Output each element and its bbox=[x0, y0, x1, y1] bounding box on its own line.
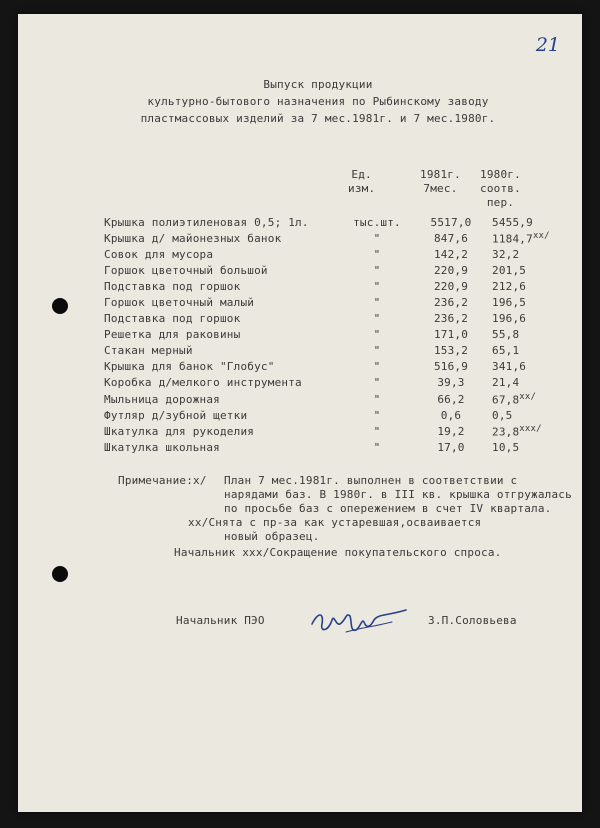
signatory-name: З.П.Соловьева bbox=[428, 614, 517, 627]
value-1980: 196,6 bbox=[492, 312, 527, 326]
value-1981: 0,6 bbox=[440, 408, 462, 422]
unit-cell: " bbox=[373, 408, 381, 422]
product-name: Подставка под горшок bbox=[104, 279, 241, 293]
footnote-mark: хх/ bbox=[532, 230, 550, 241]
footnote-mark: хх/ bbox=[519, 391, 537, 402]
document-title bbox=[118, 76, 518, 127]
column-header-unit: Ед. изм. bbox=[348, 168, 376, 195]
product-name: Шкатулка школьная bbox=[104, 440, 220, 454]
value-1981: 5517,0 bbox=[430, 215, 472, 229]
table-row bbox=[104, 423, 552, 439]
table-row bbox=[104, 311, 552, 327]
note-line: по просьбе баз с опережением в счет IV квартала. bbox=[224, 502, 552, 515]
value-1981: 142,2 bbox=[433, 247, 469, 261]
value-1981: 171,0 bbox=[433, 328, 469, 342]
value-1980: 201,5 bbox=[492, 263, 527, 277]
punch-hole bbox=[52, 566, 68, 582]
value-1980: $67,8^{хх/}$ bbox=[492, 391, 537, 407]
product-name: Шкатулка для рукоделия bbox=[104, 424, 255, 438]
product-name: Крышка полиэтиленовая 0,5; 1л. bbox=[104, 215, 309, 229]
value-1980: 5455,9 bbox=[492, 215, 533, 229]
page-number: 21 bbox=[535, 34, 560, 56]
unit-cell: " bbox=[373, 376, 381, 390]
table-row bbox=[104, 262, 552, 278]
note-line: Начальник ххх/Сокращение покупательского спроса. bbox=[174, 546, 502, 559]
column-header-1981: 1981г. 7мес. bbox=[420, 168, 461, 195]
table-row bbox=[104, 278, 552, 294]
value-1981: 39,3 bbox=[437, 376, 465, 390]
title-line: пластмассовых изделий за 7 мес.1981г. и 7 мес.1980г. bbox=[140, 112, 496, 125]
table-row bbox=[104, 407, 552, 423]
product-name: Мыльница дорожная bbox=[104, 392, 220, 406]
unit-cell: " bbox=[373, 424, 381, 438]
unit-cell: " bbox=[373, 279, 381, 293]
unit-cell: " bbox=[373, 440, 381, 454]
value-1980: 341,6 bbox=[492, 360, 527, 374]
product-name: Подставка под горшок bbox=[104, 312, 241, 326]
product-name: Футляр д/зубной щетки bbox=[104, 408, 248, 422]
unit-cell: " bbox=[373, 344, 381, 358]
document-sheet bbox=[18, 14, 582, 812]
note-line: План 7 мес.1981г. выполнен в соответствии с bbox=[224, 474, 518, 487]
table-row bbox=[104, 294, 552, 310]
note-label: Примечание:х/ bbox=[118, 474, 207, 487]
table-row bbox=[104, 246, 552, 262]
unit-cell: " bbox=[373, 392, 381, 406]
value-1980: 65,1 bbox=[492, 344, 520, 358]
punch-hole bbox=[52, 298, 68, 314]
value-1980: 21,4 bbox=[492, 376, 520, 390]
product-name: Горшок цветочный большой bbox=[104, 263, 268, 277]
value-1980: 0,5 bbox=[492, 408, 513, 422]
value-1980: $23,8^{ххх/}$ bbox=[492, 423, 542, 439]
product-name: Горшок цветочный малый bbox=[104, 296, 255, 310]
value-1981: 220,9 bbox=[433, 263, 469, 277]
unit-cell: " bbox=[373, 263, 381, 277]
value-1980: 212,6 bbox=[492, 279, 527, 293]
unit-cell: " bbox=[373, 328, 381, 342]
product-name: Стакан мерный bbox=[104, 344, 193, 358]
value-1980: 55,8 bbox=[492, 328, 520, 342]
value-1980: 32,2 bbox=[492, 247, 520, 261]
value-1981: 516,9 bbox=[433, 360, 469, 374]
product-name: Решетка для раковины bbox=[104, 328, 241, 342]
product-name: Крышка для банок "Глобус" bbox=[104, 360, 275, 374]
unit-cell: " bbox=[373, 296, 381, 310]
note-line: новый образец. bbox=[224, 530, 320, 543]
note-line: нарядами баз. В 1980г. в III кв. крышка отгружалась bbox=[224, 488, 572, 501]
unit-cell: " bbox=[373, 231, 381, 245]
value-1981: 17,0 bbox=[437, 440, 465, 454]
value-1981: 236,2 bbox=[433, 296, 469, 310]
table-row bbox=[104, 343, 552, 359]
table-row bbox=[104, 327, 552, 343]
unit-cell: тыс.шт. bbox=[353, 215, 401, 229]
table-row bbox=[104, 439, 552, 455]
table-row bbox=[104, 375, 552, 391]
table-row bbox=[104, 214, 552, 230]
value-1980: 196,5 bbox=[492, 296, 527, 310]
value-1981: 19,2 bbox=[437, 424, 465, 438]
table-row bbox=[104, 391, 552, 407]
unit-cell: " bbox=[373, 360, 381, 374]
production-table bbox=[104, 214, 552, 455]
column-header-1980: 1980г. соотв. пер. bbox=[480, 168, 521, 209]
value-1981: 847,6 bbox=[433, 231, 469, 245]
value-1981: 66,2 bbox=[437, 392, 465, 406]
unit-cell: " bbox=[373, 247, 381, 261]
table-row bbox=[104, 230, 552, 246]
value-1981: 236,2 bbox=[433, 312, 469, 326]
value-1981: 220,9 bbox=[433, 279, 469, 293]
title-line: Выпуск продукции bbox=[263, 78, 373, 91]
handwritten-signature bbox=[306, 602, 416, 642]
note-line: хх/Снята с пр-за как устаревшая,осваивается bbox=[188, 516, 482, 529]
footnote-mark: ххх/ bbox=[519, 423, 542, 434]
title-line: культурно-бытового назначения по Рыбинскому заводу bbox=[147, 95, 489, 108]
signatory-position: Начальник ПЭО bbox=[176, 614, 265, 627]
product-name: Коробка д/мелкого инструмента bbox=[104, 376, 302, 390]
unit-cell: " bbox=[373, 312, 381, 326]
table-row bbox=[104, 359, 552, 375]
value-1980: 10,5 bbox=[492, 440, 520, 454]
product-name: Крышка д/ майонезных банок bbox=[104, 231, 282, 245]
value-1981: 153,2 bbox=[433, 344, 469, 358]
product-name: Совок для мусора bbox=[104, 247, 214, 261]
value-1980: $1184,7^{хх/}$ bbox=[492, 230, 550, 246]
